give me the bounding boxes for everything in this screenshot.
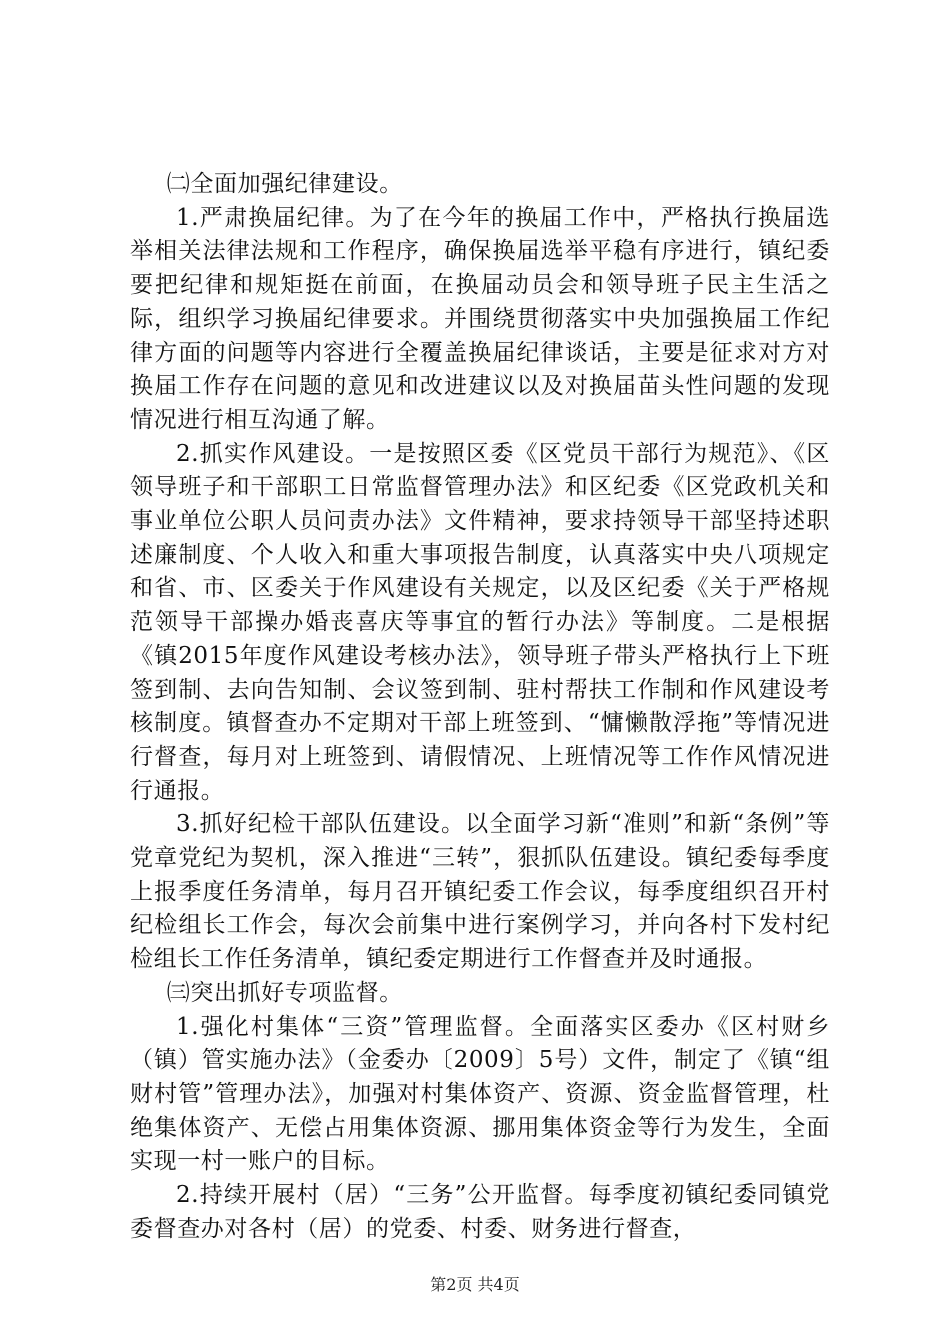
page-number-footer: 第2页 共4页: [430, 1275, 520, 1294]
paragraph-three-assets: 1.强化村集体“三资”管理监督。全面落实区委办《区村财乡（镇）管实施办法》（金委办〔2009〕5号）文件，制定了《镇“组财村管”管理办法》，加强对村集体资产、资源、资金监督管理，杜绝集体资产、无偿占用集体资源、挪用集体资金等行为发生，全面实现一村一账户的目标。: [130, 1013, 830, 1175]
paragraph-election-discipline: 1.严肃换届纪律。为了在今年的换届工作中，严格执行换届选举相关法律法规和工作程序，确保换届选举平稳有序进行，镇纪委要把纪律和规矩挺在前面，在换届动员会和领导班子民主生活之际，组织学习换届纪律要求。并围绕贯彻落实中央加强换届工作纪律方面的问题等内容进行全覆盖换届纪律谈话，主要是征求对方对换届工作存在问题的意见和改进建议以及对换届苗头性问题的发现情况进行相互沟通了解。: [130, 204, 830, 433]
paragraph-three-affairs: 2.持续开展村（居）“三务”公开监督。每季度初镇纪委同镇党委督查办对各村（居）的党委、村委、财务进行督查，: [130, 1182, 830, 1242]
section-heading-special-supervision: ㈢突出抓好专项监督。: [166, 979, 403, 1006]
section-heading-discipline: ㈡全面加强纪律建设。: [166, 171, 403, 197]
paragraph-work-style: 2.抓实作风建设。一是按照区委《区党员干部行为规范》、《区领导班子和干部职工日常监督管理办法》和区纪委《区党政机关和事业单位公职人员问责办法》文件精神，要求持领导干部坚持述职述廉制度、个人收入和重大事项报告制度，认真落实中央八项规定和省、市、区委关于作风建设有关规定，以及区纪委《关于严格规范领导干部操办婚丧喜庆等事宜的暂行办法》等制度。二是根据《镇2015年度作风建设考核办法》，领导班子带头严格执行上下班签到制、去向告知制、会议签到制、驻村帮扶工作制和作风建设考核制度。镇督查办不定期对干部上班签到、“慵懒散浮拖”等情况进行督查，每月对上班签到、请假情况、上班情况等工作作风情况进行通报。: [130, 440, 830, 804]
paragraph-team-building: 3.抓好纪检干部队伍建设。以全面学习新“准则”和新“条例”等党章党纪为契机，深入推进“三转”，狠抓队伍建设。镇纪委每季度上报季度任务清单，每月召开镇纪委工作会议，每季度组织召开村纪检组长工作会，每次会前集中进行案例学习，并向各村下发村纪检组长工作任务清单，镇纪委定期进行工作督查并及时通报。: [130, 811, 830, 973]
document-body: [130, 168, 830, 1247]
